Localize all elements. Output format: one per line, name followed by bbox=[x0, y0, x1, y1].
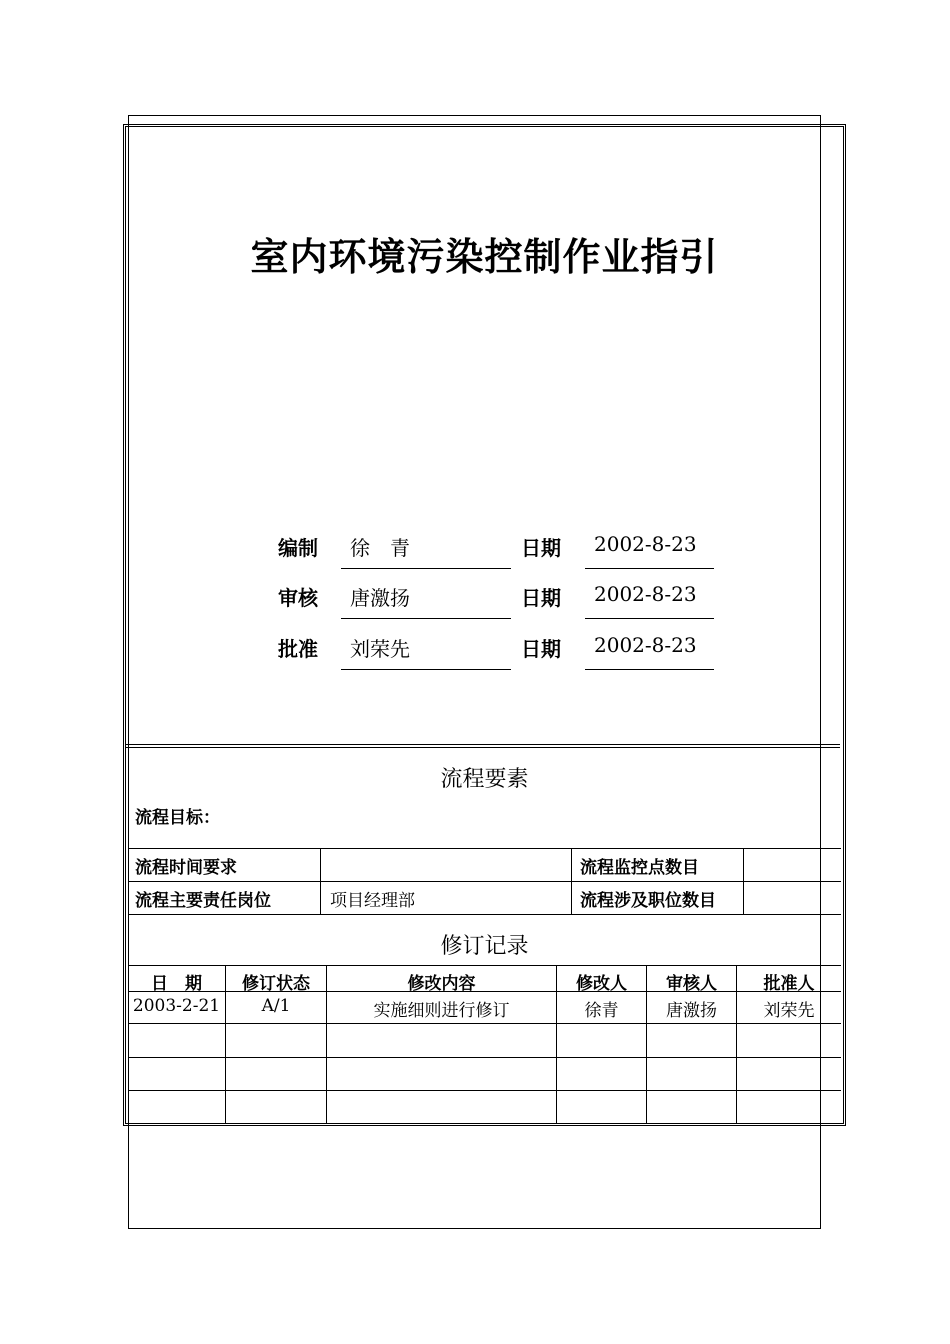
signoff-role-label: 编制 bbox=[278, 536, 318, 560]
signoff-date-underline bbox=[585, 669, 714, 670]
table-rule bbox=[743, 848, 744, 914]
revision-cell-approver: 刘荣先 bbox=[763, 1001, 815, 1021]
revision-cell-date: 2003-2-21 bbox=[132, 996, 221, 1016]
revision-header-date: 日 期 bbox=[151, 974, 202, 994]
signoff-name-underline bbox=[341, 568, 511, 569]
signoff-date: 2002-8-23 bbox=[594, 582, 697, 606]
signoff-date: 2002-8-23 bbox=[594, 633, 697, 657]
process-time-label: 流程时间要求 bbox=[135, 858, 237, 878]
table-rule bbox=[571, 848, 572, 914]
process-positions-label: 流程涉及职位数目 bbox=[580, 891, 716, 911]
document-title: 室内环境污染控制作业指引 bbox=[250, 235, 719, 279]
process-monitor-label: 流程监控点数目 bbox=[580, 858, 699, 878]
section-divider bbox=[126, 744, 840, 745]
section-divider bbox=[126, 747, 840, 748]
revision-header-status: 修订状态 bbox=[242, 974, 310, 994]
signoff-name-underline bbox=[341, 669, 511, 670]
revision-cell-status: A/1 bbox=[261, 996, 291, 1016]
signoff-date-underline bbox=[585, 618, 714, 619]
revision-cell-modifier: 徐青 bbox=[584, 1001, 619, 1021]
signoff-date-label: 日期 bbox=[521, 586, 561, 610]
table-rule bbox=[128, 1023, 841, 1024]
process-section-title: 流程要素 bbox=[440, 767, 529, 792]
table-rule bbox=[128, 965, 841, 966]
revision-header-reviewer: 审核人 bbox=[666, 974, 717, 994]
signoff-role-label: 批准 bbox=[278, 637, 318, 661]
revision-header-approver: 批准人 bbox=[763, 974, 815, 994]
table-rule bbox=[128, 914, 841, 915]
revision-header-content: 修改内容 bbox=[407, 974, 476, 994]
revisions-section-title: 修订记录 bbox=[440, 934, 529, 959]
signoff-name-underline bbox=[341, 618, 511, 619]
revision-cell-content: 实施细则进行修订 bbox=[373, 1001, 510, 1021]
signoff-date-label: 日期 bbox=[521, 536, 561, 560]
process-owner-label: 流程主要责任岗位 bbox=[135, 891, 271, 911]
signoff-name: 刘荣先 bbox=[350, 637, 410, 661]
signoff-date-underline bbox=[585, 568, 714, 569]
table-rule bbox=[128, 881, 841, 882]
process-goal-label: 流程目标： bbox=[135, 808, 220, 828]
signoff-role-label: 审核 bbox=[278, 586, 318, 610]
table-rule bbox=[128, 1090, 841, 1091]
revision-cell-reviewer: 唐激扬 bbox=[666, 1001, 717, 1021]
revision-header-modifier: 修改人 bbox=[576, 974, 627, 994]
signoff-name: 徐 青 bbox=[350, 536, 410, 560]
table-rule bbox=[128, 848, 841, 849]
table-rule bbox=[320, 848, 321, 914]
table-rule bbox=[128, 1057, 841, 1058]
signoff-date: 2002-8-23 bbox=[594, 532, 697, 556]
signoff-name: 唐激扬 bbox=[350, 586, 410, 610]
signoff-date-label: 日期 bbox=[521, 637, 561, 661]
process-owner-value: 项目经理部 bbox=[330, 891, 415, 911]
